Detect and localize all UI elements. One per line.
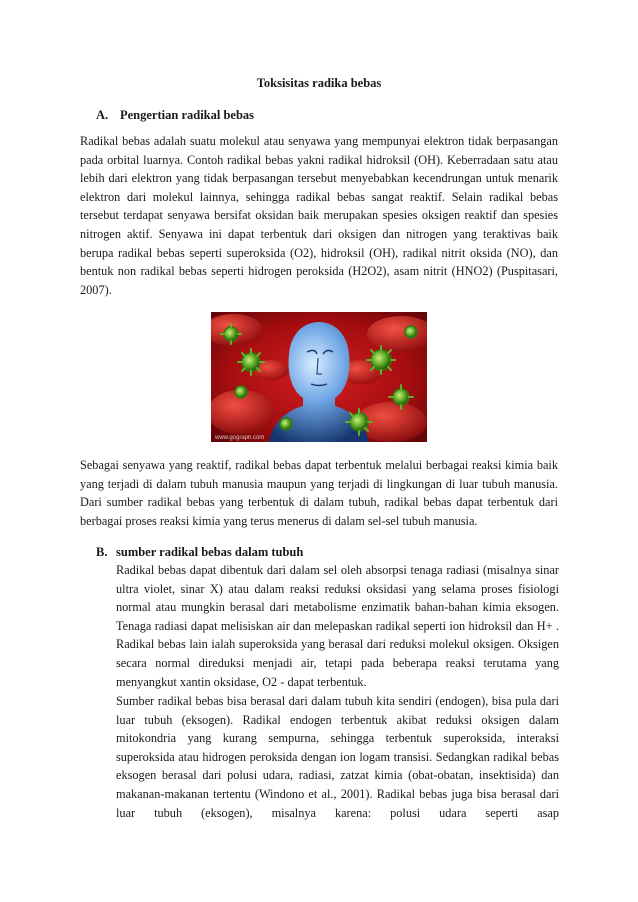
- document-title: Toksisitas radika bebas: [256, 76, 382, 90]
- section-a-marker: A.: [96, 108, 109, 122]
- section-b-paragraph-2: Sumber radikal bebas bisa berasal dari dalam tubuh kita sendiri (endogen), bisa pula dari luar tubuh (eksogen). Radikal endogen terbentuk akibat reduksi oksigen dalam mitokondria yang kurang sempurna, sehingga terbentuk superoksida, interaksi superoksida atau hidrogen peroksida dengan ion logam transisi. Sedangkan radikal bebas eksogen berasal dari polusi udara, radiasi, zatzat kimia (obat-obatan, insektisida) dan makanan-makanan tertentu (Windono et al., 2001). Radikal bebas juga bisa berasal dari luar tubuh (eksogen), misalnya karena: polusi udara seperti asap: [116, 694, 559, 820]
- image-watermark: www.gograph.com: [215, 435, 265, 441]
- section-a-heading: Pengertian radikal bebas: [120, 108, 255, 122]
- free-radical-illustration: [211, 312, 427, 442]
- section-b-heading: sumber radikal bebas dalam tubuh: [116, 545, 304, 559]
- section-b-paragraph-1: Radikal bebas dapat dibentuk dari dalam sel oleh absorpsi tenaga radiasi (misalnya sinar ultra violet, sinar X) atau dalam reaksi reduksi oksidasi yang selama proses fisiologi normal atau mungkin berasal dari metabolisme enzimatik bahan-bahan kimia eksogen. Tenaga radiasi dapat melisiskan air dan melepaskan radikal seperti ion hidroksil dan H+ . Radikal bebas lain ialah superoksida yang berasal dari reduksi molekul oksigen. Oksigen secara normal direduksi menjadi air, tetapi pada beberapa reaksi terutama yang menyangkut xantin oksidase, O2 - dapat terbentuk.: [116, 563, 559, 689]
- section-a-paragraph-1: Radikal bebas adalah suatu molekul atau senyawa yang mempunyai elektron tidak berpasangan pada orbital luarnya. Contoh radikal bebas yakni radikal hidroksil (OH). Keberradaan satu atau lebih dari elektron yang tidak berpasangan tersebut menyebabkan kecendrungan untuk menarik elektron dari molekul lainnya, sehingga radikal bebas sangat reaktif. Selain radikal bebas tersebut terdapat senyawa bersifat oksidan baik merupakan spesies oksigen reaktif dan spesies nitrogen aktif. Senyawa ini dapat terbentuk dari oksigen dan nitrogen yang teraktivas baik berupa radikal bebas seperti superoksida (O2), hidroksil (OH), radikal nitrit oksida (NO), dan bentuk non radikal bebas seperti hidrogen peroksida (H2O2), asam nitrit (HNO2) (Puspitasari, 2007).: [80, 134, 558, 297]
- section-b-marker: B.: [96, 545, 108, 559]
- section-a-paragraph-2: Sebagai senyawa yang reaktif, radikal bebas dapat terbentuk melalui berbagai reaksi kimia baik yang terjadi di dalam tubuh manusia maupun yang terjadi di lingkungan di luar tubuh manusia. Dari sumber radikal bebas yang terbentuk di dalam tubuh, radikal bebas dapat terbentuk dari berbagai proses reaksi kimia yang terus menerus di dalam sel-sel tubuh manusia.: [80, 458, 558, 528]
- illustration-image: [211, 312, 427, 442]
